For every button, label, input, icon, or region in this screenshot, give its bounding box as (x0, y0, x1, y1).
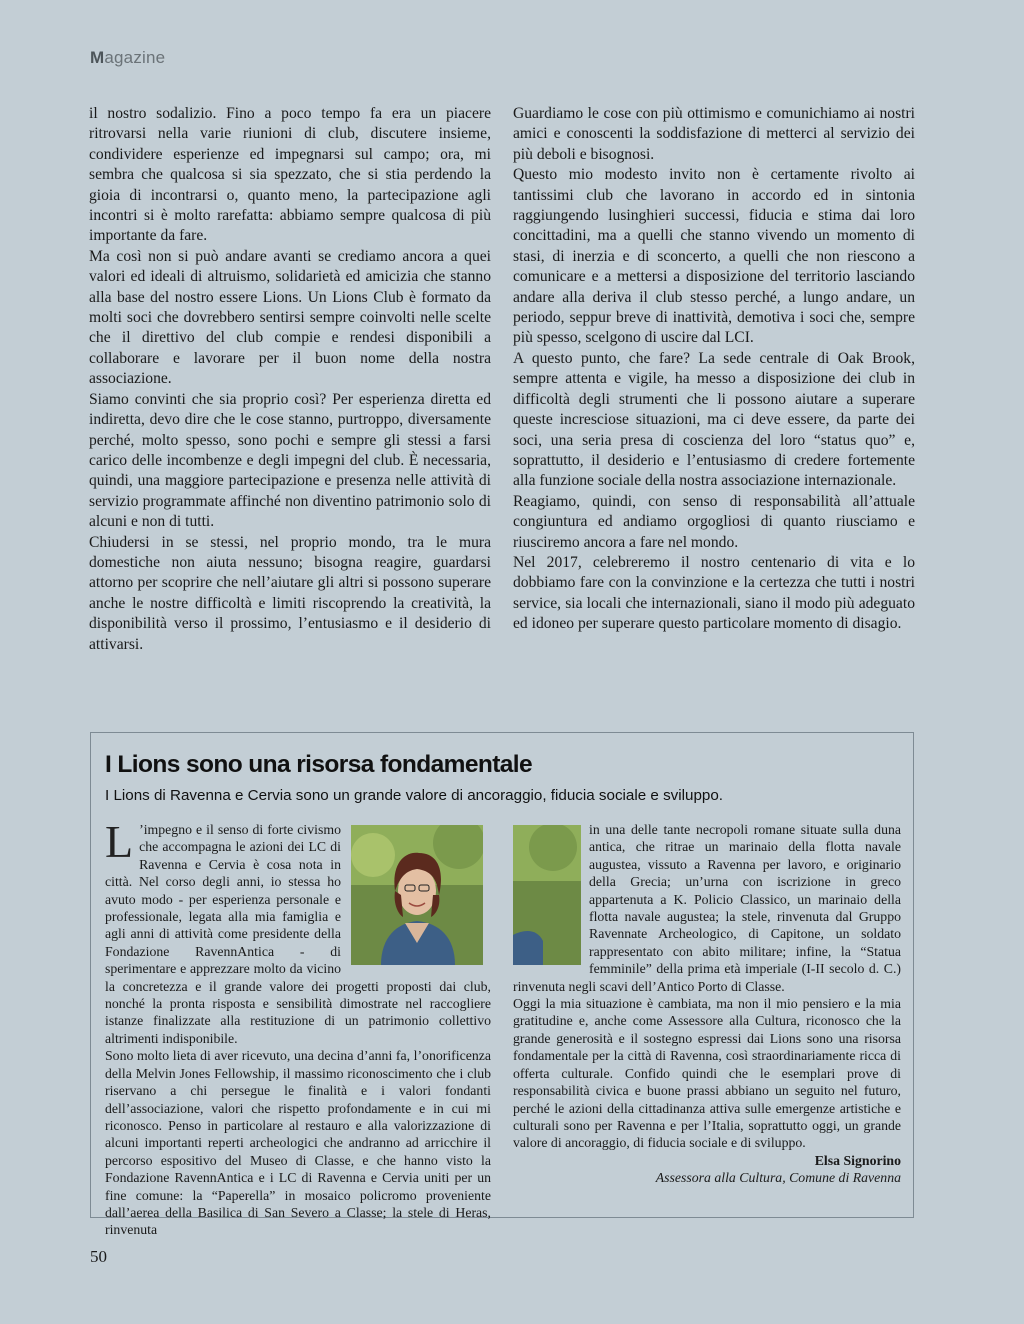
article-paragraph: Reagiamo, quindi, con senso di responsabilità all’attuale congiuntura ed andiamo orgogliosi di quanto riusciamo e riusciremo ancora a fare nel mondo. (513, 492, 915, 551)
article-paragraph: Guardiamo le cose con più ottimismo e comunichiamo ai nostri amici e conoscenti la soddisfazione di metterci al servizio dei più deboli e bisognosi. (513, 105, 915, 163)
box-column-left (105, 816, 491, 1239)
box-subtitle: I Lions di Ravenna e Cervia sono un grande valore di ancoraggio, fiducia sociale e sviluppo. (105, 787, 724, 804)
article-paragraph: A questo punto, che fare? La sede centrale di Oak Brook, sempre attenta e vigile, ha messo a disposizione dei club in difficoltà degli strumenti che li possono aiutare a superare queste incresciose situazioni, ma ci deve essere, da parte dei soci, una seria presa di coscienza del loro “status quo” e, soprattutto, il desiderio e l’entusiasmo di credere fortemente alla funzione sociale della nostra associazione internazionale. (513, 349, 915, 490)
running-head (90, 48, 165, 68)
box-paragraph-text: in una delle tante necropoli romane situate sulla duna antica, che ritrae un marinaio della flotta navale augustea, vissuto a Ravenna per lavoro, e originario della Grecia; un’urna con iscrizione in greco appartenuta a K. Policio Classico, un marinaio della flotta navale augustea; la stele, rinvenuta dal Gruppo Ravennate Archeologico, di Capitone, un soldato rappresentato con abito militare; infine, la “Statua femminile” della prima età imperiale (I-II secolo d. C.) rinvenuta negli scavi dell’Antico Porto di Classe. (513, 822, 901, 994)
box-paragraph (513, 821, 901, 995)
page-number: 50 (90, 1247, 107, 1266)
box-paragraph: Oggi la mia situazione è cambiata, ma non il mio pensiero e la mia gratitudine e, anche come Assessore alla Cultura, riconosco che la grande generosità e il sostegno espressi dai Lions sono una risorsa fondamentale per la città di Ravenna, così straordinariamente ricca di offerta culturale. Confido quindi che le esemplari prove di responsabilità civica e buone prassi abbiano un seguito nel futuro, perché le azioni della cittadinanza attiva sulle emergenze artistiche e culturali sono per Ravenna e per l’Italia, soprattutto oggi, un grande valore di ancoraggio, di fiducia sociale e di sviluppo. (513, 996, 901, 1151)
article-paragraph: il nostro sodalizio. Fino a poco tempo fa era un piacere ritrovarsi nella varie riunioni di club, discutere insieme, condividere esperienze ed impegnarsi sul campo; ora, mi sembra che qualcosa si sia spezzato, che si stia perdendo la gioia di incontrarsi o, quanto meno, la partecipazione agli incontri si è molto rarefatta: abbiamo sempre qualcosa di più importante da fare. (89, 105, 491, 245)
article-paragraph: Chiudersi in se stessi, nel proprio mondo, tra le mura domestiche non aiuta nessuno; bisogna reagire, guardarsi attorno per scoprire che nell’aiutare gli altri si possono superare anche le nostre difficoltà e limiti riscoprendo la creatività, la disponibilità verso il prossimo, l’entusiasmo e il desiderio di attivarsi. (89, 533, 491, 653)
drop-cap: L (105, 816, 134, 867)
box-paragraph: Sono molto lieta di aver ricevuto, una decina d’anni fa, l’onorificenza della Melvin Jones Fellowship, il massimo riconoscimento che i club riservano a chi persegue le finalità e i valori fondanti dell’associazione, valori che rispetto profondamente e in cui mi riconosco. Penso in particolare al restauro e alla valorizzazione di alcuni importanti reperti archeologici che andranno ad arricchire il percorso espositivo del Museo di Classe, e che hanno visto la Fondazione RavennAntica e i LC di Ravenna e Cervia uniti per un fine comune: la “Paperella” in mosaico policromo proveniente dall’aerea della Basilica di San Severo a Classe; la stele di Heras, rinvenuta (105, 1048, 491, 1238)
article-paragraph: Ma così non si può andare avanti se crediamo ancora a quei valori ed ideali di altruismo, solidarietà ed amicizia che stanno alla base del nostro essere Lions. Un Lions Club è formato da molti soci che dovrebbero sentirsi sempre coinvolti nelle scelte che il direttivo del club compie e rendesi disponibili a collaborare e lavorare per il buon nome della nostra associazione. (89, 247, 491, 388)
portrait-photo (351, 825, 483, 965)
section-initial: M (90, 48, 105, 67)
box-paragraph-text: ’impegno e il senso di forte civismo che accompagna le azioni dei LC di Ravenna e Cervia è cosa nota in città. Nel corso degli anni, io stessa ho avuto modo - per esperienza personale e professionale, legata alla mia famiglia e agli anni di attività come presidente della Fondazione RavennAntica - di sperimentare e apprezzare molto da vicino la concretezza e il grande valore dei progetti proposti dai club, nonché la pronta risposta e sensibilità dimostrate nel raccogliere istanze finalizzate alla restituzione di un patrimonio collettivo altrimenti indisponibile. (105, 822, 491, 1046)
article-paragraph: Nel 2017, celebreremo il nostro centenario di vita e lo dobbiamo fare con la convinzione e la certezza che tutti i nostri service, sia locali che internazionali, siano il modo più adeguato ed idoneo per superare questo particolare momento di disagio. (513, 553, 915, 633)
article-column-left (89, 104, 491, 655)
section-label: agazine (104, 48, 166, 67)
box-title: I Lions sono una risorsa fondamentale (105, 751, 533, 778)
article-paragraph: Questo mio modesto invito non è certamente rivolto ai tantissimi club che lavorano in accordo ed in sintonia raggiungendo lusinghieri successi, fiducia e stima dai loro concittadini, ma a quelli che stanno vivendo un momento di stasi, di inerzia e di sconcerto, a quelli che non riescono a comunicare e a mettersi a disposizione del territorio lasciando andare alla deriva il club stesso perché, a lungo andare, un periodo, seppur breve di inattività, demotiva i soci che, sempre più spesso, scelgono di uscire dal LCI. (513, 166, 915, 347)
box-column-right (513, 821, 901, 1187)
portrait-photo-continuation (513, 825, 581, 965)
sidebar-box (90, 732, 914, 1238)
article-paragraph: Siamo convinti che sia proprio così? Per esperienza diretta ed indiretta, devo dire che le cose stanno, purtroppo, diversamente perché, molto spesso, sono pochi e sempre gli stessi a farsi carico delle incombenze e degli impegni del club. È necessaria, quindi, una maggiore partecipazione e presenza nelle attività di servizio programmate affinché non diventino patrimonio solo di alcuni e non di tutti. (89, 390, 491, 531)
author-name: Elsa Signorino (814, 1152, 901, 1168)
box-paragraph (105, 816, 491, 1047)
author-role: Assessora alla Cultura, Comune di Ravenna (655, 1170, 901, 1186)
article-column-right (513, 104, 915, 635)
